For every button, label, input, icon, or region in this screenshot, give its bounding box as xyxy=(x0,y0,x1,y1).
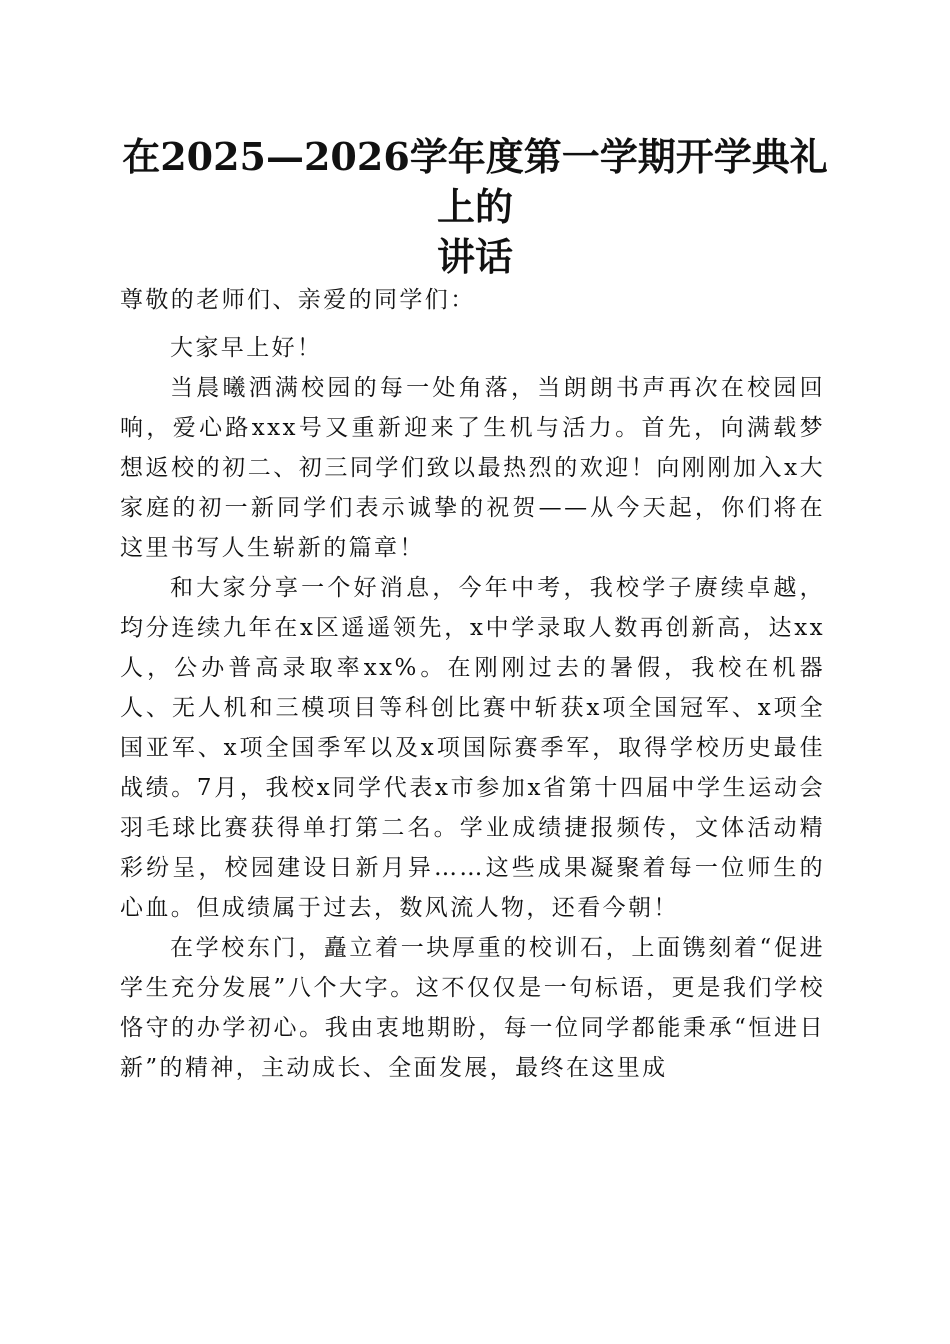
speech-body xyxy=(120,280,825,1088)
title-line-1: 在2025—2026学年度第一学期开学典礼上的 xyxy=(122,134,828,229)
paragraph-greeting: 大家早上好！ xyxy=(170,335,323,361)
salutation: 尊敬的老师们、亲爱的同学们： xyxy=(120,287,476,313)
paragraph-achievements: 和大家分享一个好消息，今年中考，我校学子赓续卓越，均分连续九年在x区遥遥领先，x中学录取人数再创新高，达xx人，公办普高录取率xx%。在刚刚过去的暑假，我校在机器人、无人机和三模项目等科创比赛中斩获x项全国冠军、x项全国亚军、x项全国季军以及x项国际赛季军，取得学校历史最佳战绩。7月，我校x同学代表x市参加x省第十四届中学生运动会羽毛球比赛获得单打第二名。学业成绩捷报频传，文体活动精彩纷呈，校园建设日新月异……这些成果凝聚着每一位师生的心血。但成绩属于过去，数风流人物，还看今朝！ xyxy=(120,575,825,921)
title-line-2: 讲话 xyxy=(436,234,513,279)
paragraph-welcome: 当晨曦洒满校园的每一处角落，当朗朗书声再次在校园回响，爱心路xxx号又重新迎来了生机与活力。首先，向满载梦想返校的初二、初三同学们致以最热烈的欢迎！向刚刚加入x大家庭的初一新同学们表示诚挚的祝贺——从今天起，你们将在这里书写人生崭新的篇章！ xyxy=(120,375,825,561)
page-title xyxy=(110,132,840,282)
paragraph-motto: 在学校东门，矗立着一块厚重的校训石，上面镌刻着“促进学生充分发展”八个大字。这不仅仅是一句标语，更是我们学校恪守的办学初心。我由衷地期盼，每一位同学都能秉承“恒进日新”的精神，主动成长、全面发展，最终在这里成 xyxy=(120,935,825,1081)
